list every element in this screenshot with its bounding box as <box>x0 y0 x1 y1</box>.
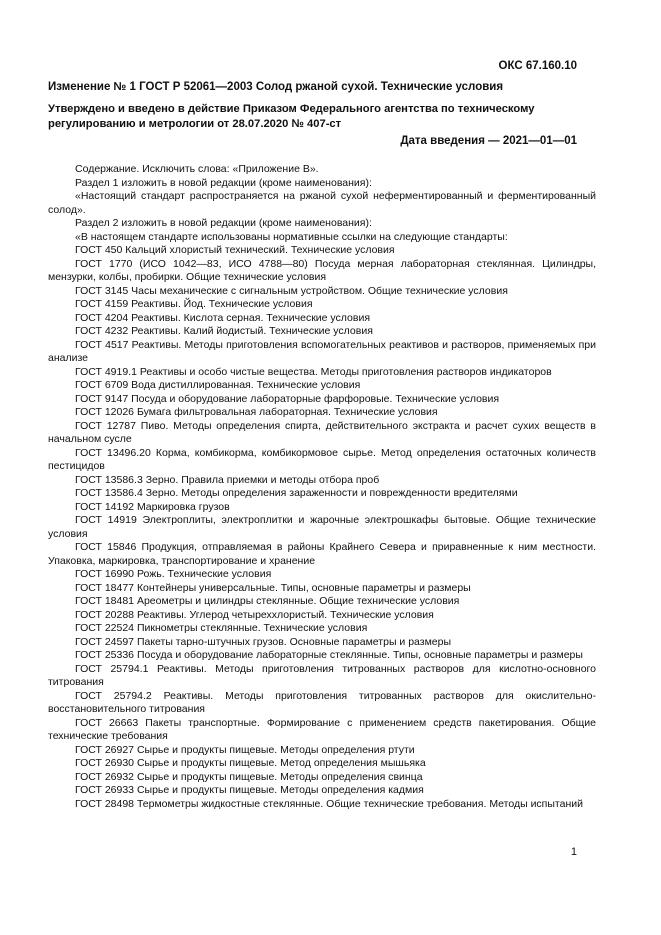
document-body <box>48 163 596 811</box>
standard-reference: ГОСТ 28498 Термометры жидкостные стеклянные. Общие технические требования. Методы испытаний <box>75 797 583 810</box>
standard-reference: ГОСТ 20288 Реактивы. Углерод четыреххлористый. Технические условия <box>75 608 434 621</box>
effective-date: Дата введения — 2021—01—01 <box>400 135 577 147</box>
standard-reference: ГОСТ 22524 Пикнометры стеклянные. Технические условия <box>75 622 368 634</box>
standard-reference: ГОСТ 6709 Вода дистиллированная. Технические условия <box>75 379 361 391</box>
standard-reference: ГОСТ 25794.2 Реактивы. Методы приготовления титрованных растворов для окислительно-восстановительного титрования <box>48 689 596 715</box>
standard-reference: ГОСТ 18481 Ареометры и цилиндры стеклянные. Общие технические условия <box>75 595 460 607</box>
standard-reference: ГОСТ 26930 Сырье и продукты пищевые. Метод определения мышьяка <box>75 757 426 769</box>
standard-reference: ГОСТ 26927 Сырье и продукты пищевые. Методы определения ртути <box>75 743 415 756</box>
standard-reference: ГОСТ 15846 Продукция, отправляемая в районы Крайнего Севера и приравненные к ним местности. Упаковка, маркировка, транспортирование и хранение <box>48 541 596 567</box>
standard-reference: ГОСТ 3145 Часы механические с сигнальным устройством. Общие технические условия <box>75 284 508 297</box>
body-paragraph: Раздел 1 изложить в новой редакции (кроме наименования): <box>75 176 372 189</box>
body-paragraph: «В настоящем стандарте использованы нормативные ссылки на следующие стандарты: <box>75 230 508 243</box>
standard-reference: ГОСТ 24597 Пакеты тарно-штучных грузов. Основные параметры и размеры <box>75 635 452 648</box>
body-paragraph: Раздел 2 изложить в новой редакции (кроме наименования): <box>75 217 372 229</box>
standard-reference: ГОСТ 4232 Реактивы. Калий йодистый. Технические условия <box>75 325 373 337</box>
standard-reference: ГОСТ 4919.1 Реактивы и особо чистые вещества. Методы приготовления растворов индикаторов <box>75 365 552 378</box>
standard-reference: ГОСТ 4204 Реактивы. Кислота серная. Технические условия <box>75 311 371 324</box>
standard-reference: ГОСТ 14919 Электроплиты, электроплитки и жарочные электрошкафы бытовые. Общие технические условия <box>48 514 596 540</box>
standard-reference: ГОСТ 18477 Контейнеры универсальные. Типы, основные параметры и размеры <box>75 581 471 594</box>
standard-reference: ГОСТ 1770 (ИСО 1042—83, ИСО 4788—80) Посуда мерная лабораторная стеклянная. Цилиндры, мензурки, колбы, пробирки. Общие технические условия <box>48 257 596 283</box>
standard-reference: ГОСТ 26932 Сырье и продукты пищевые. Методы определения свинца <box>75 770 423 783</box>
standard-reference: ГОСТ 26663 Пакеты транспортные. Формирование с применением средств пакетирования. Общие технические требования <box>48 716 596 742</box>
standard-reference: ГОСТ 13586.4 Зерно. Методы определения зараженности и поврежденности вредителями <box>75 487 518 499</box>
standard-reference: ГОСТ 26933 Сырье и продукты пищевые. Методы определения кадмия <box>75 784 424 796</box>
standard-reference: ГОСТ 16990 Рожь. Технические условия <box>75 568 272 580</box>
document-title: Изменение № 1 ГОСТ Р 52061—2003 Солод ржаной сухой. Технические условия <box>48 81 504 93</box>
body-paragraph: «Настоящий стандарт распространяется на ржаной сухой неферментированный и ферментированный солод». <box>48 190 596 216</box>
standard-reference: ГОСТ 9147 Посуда и оборудование лабораторные фарфоровые. Технические условия <box>75 392 500 405</box>
body-paragraph: Содержание. Исключить слова: «Приложение В». <box>75 163 319 175</box>
standard-reference: ГОСТ 450 Кальций хлористый технический. Технические условия <box>75 244 395 256</box>
standard-reference: ГОСТ 4159 Реактивы. Йод. Технические условия <box>75 298 313 310</box>
classification-code: ОКС 67.160.10 <box>498 60 577 72</box>
approval-statement: Утверждено и введено в действие Приказом Федерального агентства по техническому регулированию и метрологии от 28.07.2020 № 407-ст <box>48 103 535 130</box>
standard-reference: ГОСТ 12787 Пиво. Методы определения спирта, действительного экстракта и расчет сухих веществ в начальном сусле <box>48 419 596 445</box>
standard-reference: ГОСТ 14192 Маркировка грузов <box>75 500 230 513</box>
standard-reference: ГОСТ 13496.20 Корма, комбикорма, комбикормовое сырье. Метод определения остаточных количеств пестицидов <box>48 446 596 472</box>
page-number: 1 <box>570 846 577 858</box>
standard-reference: ГОСТ 13586.3 Зерно. Правила приемки и методы отбора проб <box>75 473 380 486</box>
standard-reference: ГОСТ 25336 Посуда и оборудование лабораторные стеклянные. Типы, основные параметры и размеры <box>75 649 583 661</box>
standard-reference: ГОСТ 4517 Реактивы. Методы приготовления вспомогательных реактивов и растворов, применяемых при анализе <box>48 338 596 364</box>
standard-reference: ГОСТ 25794.1 Реактивы. Методы приготовления титрованных растворов для кислотно-основного титрования <box>48 662 596 688</box>
standard-reference: ГОСТ 12026 Бумага фильтровальная лабораторная. Технические условия <box>75 406 438 418</box>
